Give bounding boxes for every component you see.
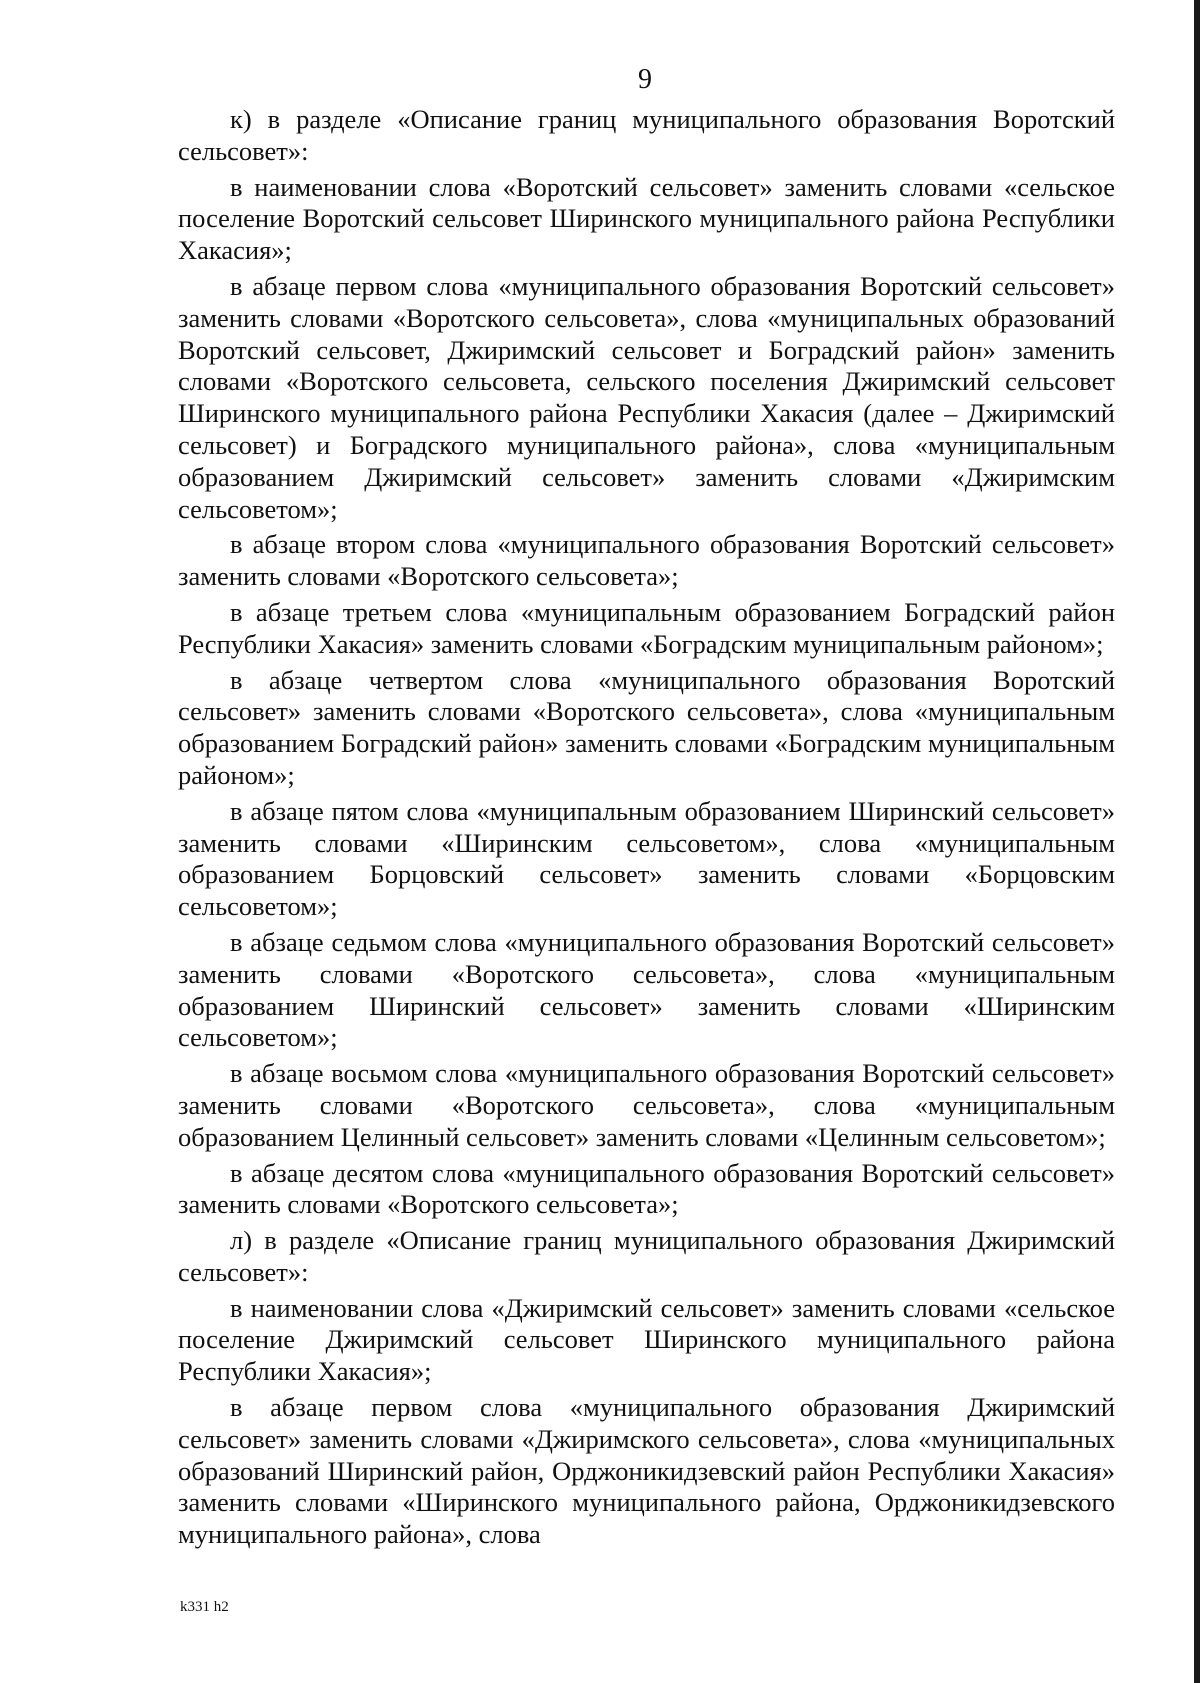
scan-edge [1194,0,1200,1683]
paragraph-section-k: к) в разделе «Описание границ муниципального образования Воротский сельсовет»: [178,104,1115,166]
paragraph: в абзаце первом слова «муниципального образования Воротский сельсовет» заменить словами «Воротского сельсовета», слова «муниципальных образований Воротский сельсовет, Джиримский сельсовет и Боградский район» заменить словами «Воротского сельсовета, сельского поселения Джиримский сельсовет Ширинского муниципального района Республики Хакасия (далее – Джиримский сельсовет) и Боградского муниципального района», слова «муниципальным образованием Джиримский сельсовет» заменить словами «Джиримским сельсоветом»; [178,270,1115,524]
paragraph: в абзаце четвертом слова «муниципального образования Воротский сельсовет» заменить словами «Воротского сельсовета», слова «муниципальным образованием Боградский район» заменить словами «Боградским муниципальным районом»; [178,664,1115,790]
paragraph: в наименовании слова «Джиримский сельсовет» заменить словами «сельское поселение Джиримский сельсовет Ширинского муниципального района Республики Хакасия»; [178,1292,1115,1387]
paragraph: в абзаце первом слова «муниципального образования Джиримский сельсовет» заменить словами «Джиримского сельсовета», слова «муниципальных образований Ширинский район, Орджоникидзевский район Республики Хакасия» заменить словами «Ширинского муниципального района, Орджоникидзевского муниципального района», слова [178,1392,1115,1550]
paragraph: в абзаце восьмом слова «муниципального образования Воротский сельсовет» заменить словами «Воротского сельсовета», слова «муниципальным образованием Целинный сельсовет» заменить словами «Целинным сельсоветом»; [178,1058,1115,1152]
paragraph: в абзаце седьмом слова «муниципального образования Воротский сельсовет» заменить словами «Воротского сельсовета», слова «муниципальным образованием Ширинский сельсовет» заменить словами «Ширинским сельсоветом»; [178,926,1115,1053]
paragraph: в абзаце втором слова «муниципального образования Воротский сельсовет» заменить словами «Воротского сельсовета»; [178,529,1115,592]
paragraph: в наименовании слова «Воротский сельсовет» заменить словами «сельское поселение Воротский сельсовет Ширинского муниципального района Республики Хакасия»; [178,171,1115,266]
paragraph: в абзаце пятом слова «муниципальным образованием Ширинский сельсовет» заменить словами «Ширинским сельсоветом», слова «муниципальным образованием Борцовский сельсовет» заменить словами «Борцовским сельсоветом»; [178,795,1115,922]
page-number: 9 [638,64,652,95]
paragraph: в абзаце третьем слова «муниципальным образованием Боградский район Республики Хакасия» заменить словами «Боградским муниципальным районом»; [178,596,1115,659]
document-body [178,104,1115,1555]
paragraph-section-l: л) в разделе «Описание границ муниципального образования Джиримский сельсовет»: [178,1225,1115,1287]
document-code: k331 h2 [180,1599,229,1615]
paragraph: в абзаце десятом слова «муниципального образования Воротский сельсовет» заменить словами «Воротского сельсовета»; [178,1157,1115,1220]
